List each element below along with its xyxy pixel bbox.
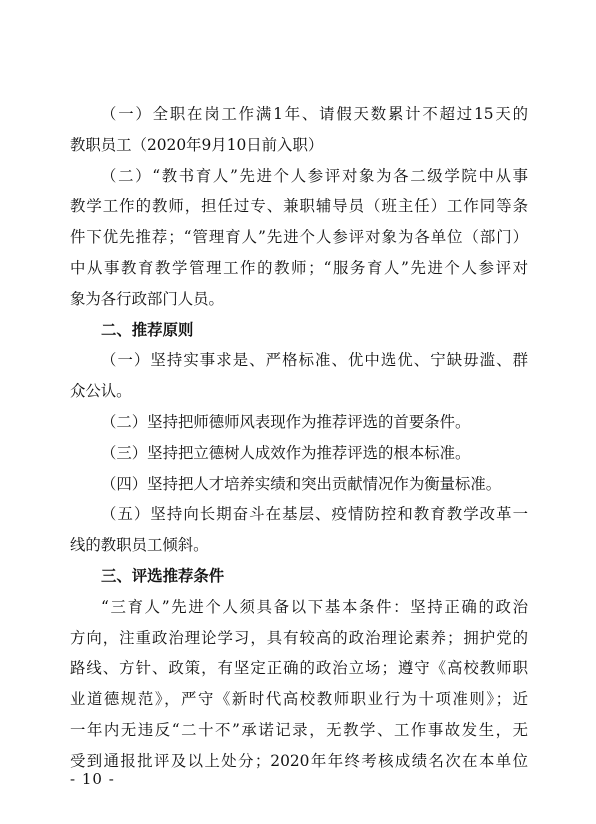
- paragraph-line: （二）“教书育人”先进个人参评对象为各二级学院中从事: [101, 166, 528, 185]
- paragraph-line: （四）坚持把人才培养实绩和突出贡献情况作为衡量标准。: [101, 474, 502, 493]
- paragraph-line: （二）坚持把师德师风表现作为推荐评选的首要条件。: [101, 412, 471, 431]
- section-heading: 三、评选推荐条件: [101, 566, 225, 585]
- paragraph-line: 教职员工（2020年9月10日前入职）: [70, 135, 324, 154]
- paragraph-line: （一）坚持实事求是、严格标准、优中选优、宁缺毋滥、群: [101, 351, 528, 370]
- page-number: - 10 -: [70, 770, 115, 788]
- document-body: [70, 99, 528, 777]
- paragraph-line: 方向，注重政治理论学习，具有较高的政治理论素养；拥护党的: [70, 628, 528, 647]
- paragraph-line: 件下优先推荐；“管理育人”先进个人参评对象为各单位（部门）: [70, 228, 528, 247]
- paragraph-line: 业道德规范》，严守《新时代高校教师职业行为十项准则》；近: [70, 690, 528, 709]
- paragraph-line: 路线、方针、政策，有坚定正确的政治立场；遵守《高校教师职: [70, 659, 528, 678]
- paragraph-line: 众公认。: [70, 382, 132, 401]
- paragraph-line: 线的教职员工倾斜。: [70, 536, 209, 555]
- paragraph-line: 受到通报批评及以上处分；2020年年终考核成绩名次在本单位: [70, 751, 528, 770]
- paragraph-line: （三）坚持把立德树人成效作为推荐评选的根本标准。: [101, 443, 471, 462]
- paragraph-line: 教学工作的教师，担任过专、兼职辅导员（班主任）工作同等条: [70, 197, 528, 216]
- paragraph-line: 象为各行政部门人员。: [70, 289, 224, 308]
- paragraph-line: 中从事教育教学管理工作的教师；“服务育人”先进个人参评对: [70, 258, 528, 277]
- section-heading: 二、推荐原则: [101, 320, 194, 339]
- paragraph-line: （一）全职在岗工作满1年、请假天数累计不超过15天的: [101, 105, 528, 123]
- paragraph-line: “三育人”先进个人须具备以下基本条件：坚持正确的政治: [101, 597, 528, 616]
- paragraph-line: 一年内无违反“二十不”承诺记录，无教学、工作事故发生，无: [70, 720, 528, 739]
- paragraph-line: （五）坚持向长期奋斗在基层、疫情防控和教育教学改革一: [101, 505, 528, 524]
